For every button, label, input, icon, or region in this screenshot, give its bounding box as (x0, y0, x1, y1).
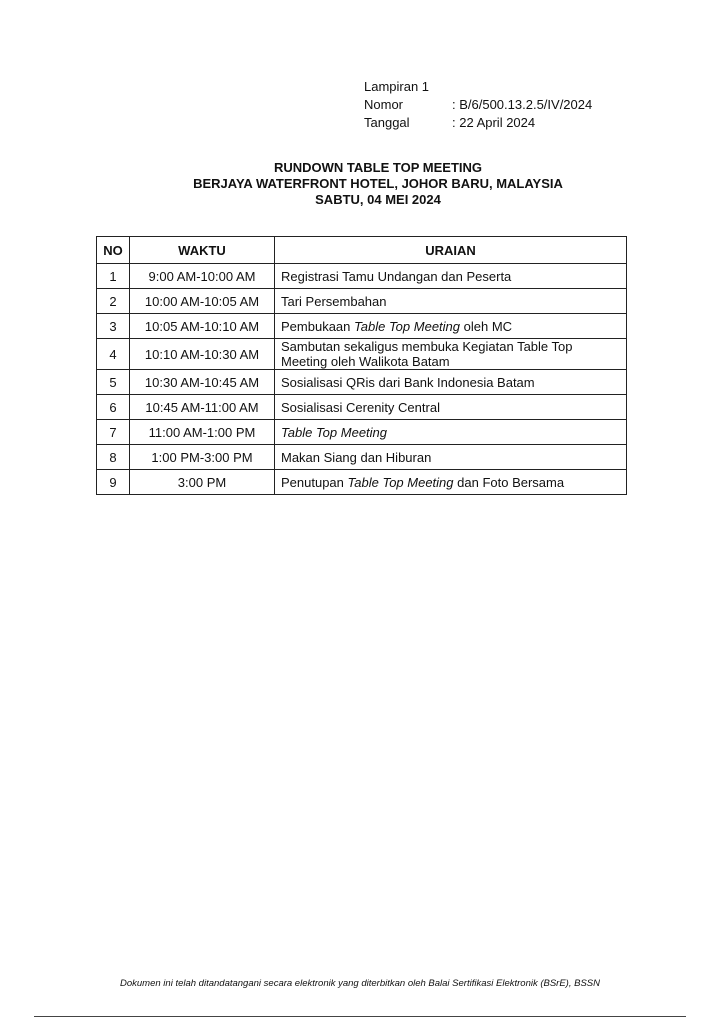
table-row (97, 264, 627, 289)
row-description-cell (275, 339, 627, 370)
title-line-2: BERJAYA WATERFRONT HOTEL, JOHOR BARU, MALAYSIA (193, 176, 563, 191)
tanggal-row (364, 114, 592, 132)
row-description-cell (275, 289, 627, 314)
description-text: Registrasi Tamu Undangan dan Peserta (281, 268, 512, 284)
row-time-cell: 10:45 AM-11:00 AM (130, 395, 275, 420)
rundown-table (96, 236, 627, 495)
row-time-cell: 11:00 AM-1:00 PM (130, 420, 275, 445)
row-description-cell (275, 314, 627, 339)
row-time-cell: 10:00 AM-10:05 AM (130, 289, 275, 314)
row-number-cell: 8 (97, 445, 130, 470)
table-header-row (97, 237, 627, 264)
title-line-3: SABTU, 04 MEI 2024 (315, 192, 441, 207)
description-text: Makan Siang dan Hiburan (281, 449, 432, 465)
description-italic-text: Table Top Meeting (354, 318, 461, 334)
table-row (97, 470, 627, 495)
description-text: Penutupan (281, 474, 348, 490)
footer-note: Dokumen ini telah ditandatangani secara elektronik yang diterbitkan oleh Balai Sertifikasi Elektronik (BSrE), BSSN (120, 978, 600, 989)
lampiran-label: Lampiran 1 (364, 79, 430, 94)
table-body (97, 264, 627, 495)
row-time-cell: 10:05 AM-10:10 AM (130, 314, 275, 339)
row-description-cell (275, 264, 627, 289)
table-row (97, 314, 627, 339)
row-number-cell: 5 (97, 370, 130, 395)
table-row (97, 339, 627, 370)
nomor-value: : B/6/500.13.2.5/IV/2024 (452, 97, 593, 112)
nomor-row (364, 96, 592, 114)
row-number-cell: 2 (97, 289, 130, 314)
row-time-cell: 1:00 PM-3:00 PM (130, 445, 275, 470)
table-row (97, 445, 627, 470)
row-number-cell: 6 (97, 395, 130, 420)
row-time-cell: 10:30 AM-10:45 AM (130, 370, 275, 395)
row-number-cell: 7 (97, 420, 130, 445)
description-italic-text: Table Top Meeting (281, 424, 388, 440)
row-number-cell: 3 (97, 314, 130, 339)
description-text: oleh MC (460, 318, 513, 334)
row-description-cell (275, 370, 627, 395)
row-description-cell (275, 470, 627, 495)
column-header-waktu: WAKTU (130, 237, 275, 264)
row-description-cell (275, 445, 627, 470)
tanggal-label: Tanggal (364, 115, 410, 130)
column-header-uraian: URAIAN (275, 237, 627, 264)
table-row (97, 420, 627, 445)
table-row (97, 370, 627, 395)
description-text: Pembukaan (281, 318, 354, 334)
description-text: Sosialisasi Cerenity Central (281, 399, 440, 415)
row-description-cell (275, 395, 627, 420)
row-time-cell: 9:00 AM-10:00 AM (130, 264, 275, 289)
row-description-cell (275, 420, 627, 445)
row-number-cell: 1 (97, 264, 130, 289)
description-text: Sosialisasi QRis dari Bank Indonesia Batam (281, 374, 535, 390)
letter-meta (364, 78, 592, 132)
row-number-cell: 9 (97, 470, 130, 495)
description-text: dan Foto Bersama (453, 474, 565, 490)
title-line-1: RUNDOWN TABLE TOP MEETING (274, 160, 482, 175)
description-text: Sambutan sekaligus membuka Kegiatan Table Top Meeting oleh Walikota Batam (281, 339, 573, 369)
description-text: Tari Persembahan (281, 293, 387, 309)
description-italic-text: Table Top Meeting (347, 474, 454, 490)
table-row (97, 395, 627, 420)
nomor-label: Nomor (364, 97, 404, 112)
tanggal-value: : 22 April 2024 (452, 115, 536, 130)
footer-divider (34, 1016, 686, 1017)
row-time-cell: 3:00 PM (130, 470, 275, 495)
row-number-cell: 4 (97, 339, 130, 370)
row-time-cell: 10:10 AM-10:30 AM (130, 339, 275, 370)
table-row (97, 289, 627, 314)
document-title (0, 160, 720, 208)
column-header-no: NO (97, 237, 130, 264)
